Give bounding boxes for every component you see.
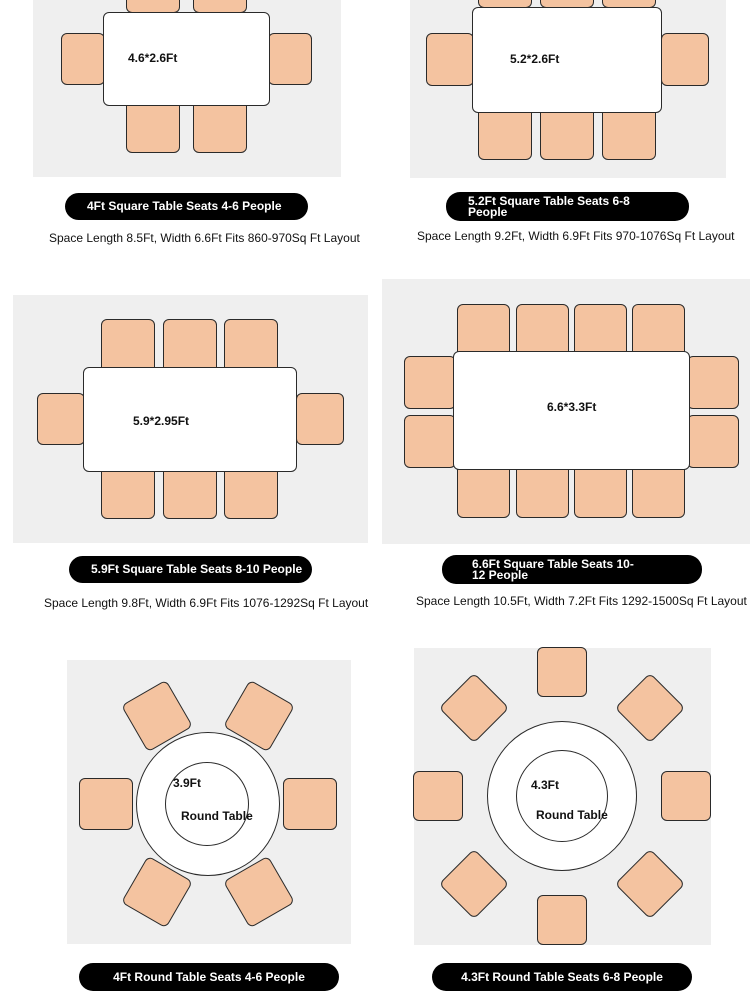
table-dimension: 5.2*2.6Ft xyxy=(510,52,560,66)
layout-5-title: 4Ft Round Table Seats 4-6 People xyxy=(79,963,339,991)
layout-5-panel xyxy=(67,660,351,944)
chair xyxy=(404,356,456,409)
chair xyxy=(457,304,510,358)
layout-2-title: 5.2Ft Square Table Seats 6-8 People xyxy=(446,192,689,221)
chair xyxy=(404,415,456,468)
table-type-label: Round Table xyxy=(536,808,608,822)
chair xyxy=(193,100,247,153)
layout-2-panel xyxy=(410,0,726,178)
chair xyxy=(537,647,587,697)
chair xyxy=(661,33,709,86)
chair xyxy=(537,895,587,945)
chair xyxy=(516,304,569,358)
chair xyxy=(37,393,85,445)
layout-6-title: 4.3Ft Round Table Seats 6-8 People xyxy=(432,963,692,991)
chair xyxy=(163,465,217,519)
chair xyxy=(439,673,510,744)
chair xyxy=(413,771,463,821)
chair xyxy=(224,465,278,519)
chair xyxy=(457,464,510,518)
round-table-inner-circle xyxy=(165,762,249,846)
rectangular-table xyxy=(83,367,297,472)
chair xyxy=(296,393,344,445)
layout-1-caption: Space Length 8.5Ft, Width 6.6Ft Fits 860-970Sq Ft Layout xyxy=(49,231,360,245)
chair xyxy=(661,771,711,821)
chair xyxy=(614,673,685,744)
chair xyxy=(426,33,474,86)
layout-3-caption: Space Length 9.8Ft, Width 6.9Ft Fits 1076-1292Sq Ft Layout xyxy=(44,596,369,610)
chair xyxy=(79,778,133,830)
chair xyxy=(163,319,217,374)
chair xyxy=(574,304,627,358)
layout-4-panel xyxy=(382,279,750,544)
table-dimension: 3.9Ft xyxy=(173,776,202,790)
chair xyxy=(126,100,180,153)
chair xyxy=(602,107,656,160)
chair xyxy=(101,465,155,519)
chair xyxy=(687,356,739,409)
table-dimension: 4.3Ft xyxy=(531,778,560,792)
chair xyxy=(439,848,510,919)
layout-2-caption: Space Length 9.2Ft, Width 6.9Ft Fits 970-1076Sq Ft Layout xyxy=(417,229,735,243)
chair xyxy=(687,415,739,468)
chair xyxy=(61,33,105,85)
chair xyxy=(224,319,278,374)
layout-1-panel xyxy=(33,0,341,177)
layout-3-panel xyxy=(13,295,368,543)
layout-3-title: 5.9Ft Square Table Seats 8-10 People xyxy=(69,556,312,583)
chair xyxy=(632,464,685,518)
chair xyxy=(632,304,685,358)
table-dimension: 4.6*2.6Ft xyxy=(128,51,178,65)
round-table-inner-circle xyxy=(516,750,608,842)
chair xyxy=(101,319,155,374)
table-type-label: Round Table xyxy=(181,809,253,823)
table-dimension: 5.9*2.95Ft xyxy=(133,414,190,428)
table-dimension: 6.6*3.3Ft xyxy=(547,400,597,414)
rectangular-table xyxy=(472,7,662,113)
layout-6-panel xyxy=(414,648,711,945)
layout-4-title: 6.6Ft Square Table Seats 10-12 People xyxy=(442,555,702,584)
chair xyxy=(283,778,337,830)
chair xyxy=(516,464,569,518)
layout-1-title: 4Ft Square Table Seats 4-6 People xyxy=(65,193,308,220)
layout-4-caption: Space Length 10.5Ft, Width 7.2Ft Fits 1292-1500Sq Ft Layout xyxy=(416,594,747,608)
chair xyxy=(574,464,627,518)
chair xyxy=(268,33,312,85)
chair xyxy=(540,107,594,160)
chair xyxy=(478,107,532,160)
chair xyxy=(614,848,685,919)
